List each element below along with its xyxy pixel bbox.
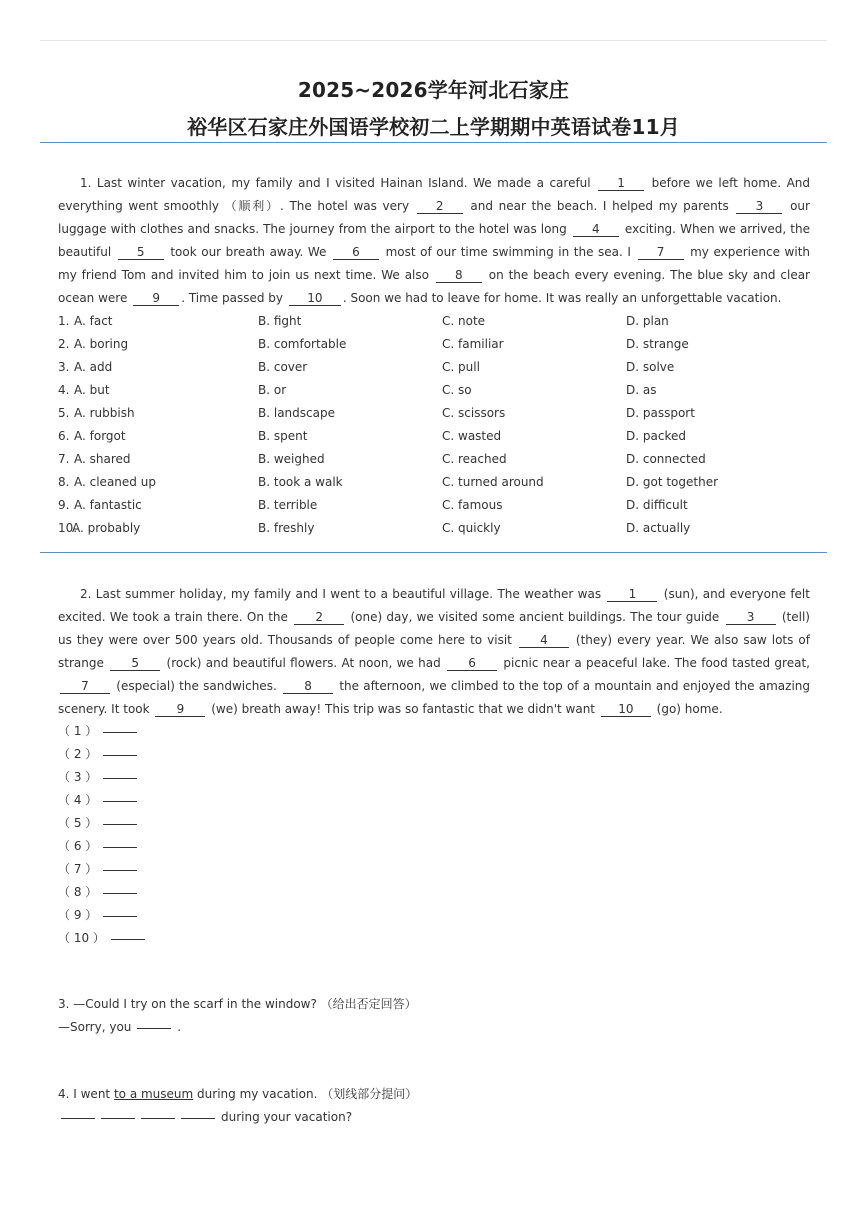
q2-blank-2: 2 bbox=[294, 611, 344, 625]
q2-answer-row bbox=[58, 927, 145, 950]
q2-blank-4: 4 bbox=[519, 634, 569, 648]
answer-blank[interactable] bbox=[103, 778, 137, 779]
section-divider bbox=[40, 552, 827, 553]
q2-answer-row bbox=[58, 904, 137, 927]
q2-answer-row bbox=[58, 835, 137, 858]
answer-number: （ 7 ） bbox=[58, 862, 98, 876]
q2-blank-10: 10 bbox=[601, 703, 651, 717]
option-c[interactable]: C. familiar bbox=[442, 337, 504, 351]
option-c[interactable]: C. wasted bbox=[442, 429, 502, 443]
answer-number: （ 8 ） bbox=[58, 885, 98, 899]
option-d[interactable]: D. packed bbox=[626, 429, 686, 443]
option-b[interactable]: B. spent bbox=[258, 429, 308, 443]
q4-answer-blank-1[interactable] bbox=[61, 1118, 95, 1119]
answer-number: （ 1 ） bbox=[58, 724, 98, 738]
option-c[interactable]: C. famous bbox=[442, 498, 503, 512]
q3-prompt: 3. —Could I try on the scarf in the window? （给出否定回答） bbox=[58, 997, 417, 1011]
q2-blank-5: 5 bbox=[110, 657, 160, 671]
q4-response: during your vacation? bbox=[61, 1106, 352, 1129]
option-c[interactable]: C. reached bbox=[442, 452, 507, 466]
option-c[interactable]: C. note bbox=[442, 314, 486, 328]
answer-number: （ 6 ） bbox=[58, 839, 98, 853]
option-c[interactable]: C. turned around bbox=[442, 475, 544, 489]
q4-underlined-phrase: to a museum bbox=[113, 1087, 194, 1101]
option-b[interactable]: B. comfortable bbox=[258, 337, 347, 351]
option-number: 7. bbox=[58, 452, 70, 466]
q2-answer-row bbox=[58, 812, 137, 835]
option-b[interactable]: B. fight bbox=[258, 314, 302, 328]
answer-blank[interactable] bbox=[103, 847, 137, 848]
q4-answer-blank-3[interactable] bbox=[141, 1118, 175, 1119]
option-d[interactable]: D. connected bbox=[626, 452, 706, 466]
option-a[interactable]: A. fantastic bbox=[74, 498, 142, 512]
option-d[interactable]: D. difficult bbox=[626, 498, 688, 512]
q1-option-row bbox=[58, 310, 818, 333]
q2-answer-row bbox=[58, 858, 137, 881]
option-d[interactable]: D. as bbox=[626, 383, 657, 397]
exam-title-line1: 2025~2026学年河北石家庄 bbox=[297, 78, 570, 102]
q1-option-row bbox=[58, 379, 818, 402]
answer-number: （ 2 ） bbox=[58, 747, 98, 761]
option-number: 6. bbox=[58, 429, 70, 443]
option-number: 8. bbox=[58, 475, 70, 489]
q2-answer-row bbox=[58, 720, 137, 743]
q1-option-row bbox=[58, 471, 818, 494]
q3-answer-blank[interactable] bbox=[137, 1028, 171, 1029]
option-c[interactable]: C. so bbox=[442, 383, 472, 397]
option-b[interactable]: B. weighed bbox=[258, 452, 325, 466]
q2-answer-row bbox=[58, 789, 137, 812]
q4-prompt: 4. I went to a museum during my vacation. （划线部分提问） bbox=[58, 1087, 418, 1101]
q2-blank-7: 7 bbox=[60, 680, 110, 694]
option-c[interactable]: C. scissors bbox=[442, 406, 506, 420]
option-number: 5. bbox=[58, 406, 70, 420]
exam-title-line2: 裕华区石家庄外国语学校初二上学期期中英语试卷11月 bbox=[187, 115, 680, 139]
option-c[interactable]: C. quickly bbox=[442, 521, 501, 535]
option-number: 2. bbox=[58, 337, 70, 351]
q2-answer-row bbox=[58, 766, 137, 789]
option-a[interactable]: A. fact bbox=[74, 314, 113, 328]
option-d[interactable]: D. actually bbox=[626, 521, 691, 535]
option-number: 3. bbox=[58, 360, 70, 374]
q1-blank-3: 3 bbox=[736, 200, 782, 214]
option-b[interactable]: B. cover bbox=[258, 360, 308, 374]
q1-blank-9: 9 bbox=[133, 292, 179, 306]
option-d[interactable]: D. solve bbox=[626, 360, 675, 374]
q1-option-row bbox=[58, 517, 818, 540]
q1-passage: 1. Last winter vacation, my family and I visited Hainan Island. We made a careful 1 before we left home. And everything went smoothly （顺利）. The hotel was very 2 and near the beach. I helped my parents 3 our luggage with clothes and snacks. The journey from the airport to the hotel was long 4 exciting. When we arrived, the beautiful 5 took our breath away. We 6 most of our time swimming in the sea. I 7 my experience with my friend Tom and invited him to join us next time. We also 8 on the beach every evening. The blue sky and clear ocean were 9 . Time passed by 10 . Soon we had to leave for home. It was really an unforgettable vacation. bbox=[58, 176, 811, 305]
q2-answer-row bbox=[58, 743, 137, 766]
option-number: 4. bbox=[58, 383, 70, 397]
q1-blank-6: 6 bbox=[333, 246, 379, 260]
answer-blank[interactable] bbox=[103, 916, 137, 917]
top-rule bbox=[40, 40, 827, 41]
option-d[interactable]: D. plan bbox=[626, 314, 669, 328]
option-a[interactable]: A. but bbox=[74, 383, 110, 397]
q2-passage: 2. Last summer holiday, my family and I went to a beautiful village. The weather was 1 (sun), and everyone felt excited. We took a train there. On the 2 (one) day, we visited some ancient buildings. The tour guide 3 (tell) us they were over 500 years old. Thousands of people come here to visit 4 (they) every year. We also saw lots of strange 5 (rock) and beautiful flowers. At noon, we had 6 picnic near a peaceful lake. The food tasted great, 7 (especial) the sandwiches. 8 the afternoon, we climbed to the top of a mountain and enjoyed the amazing scenery. It took 9 (we) breath away! This trip was so fantastic that we didn't want 10 (go) home. bbox=[58, 587, 810, 716]
answer-blank[interactable] bbox=[103, 893, 137, 894]
option-b[interactable]: B. took a walk bbox=[258, 475, 343, 489]
q2-answer-row bbox=[58, 881, 137, 904]
q1-option-row bbox=[58, 494, 818, 517]
answer-blank[interactable] bbox=[103, 755, 137, 756]
option-b[interactable]: B. terrible bbox=[258, 498, 318, 512]
q1-blank-1: 1 bbox=[598, 177, 644, 191]
q4-answer-blank-2[interactable] bbox=[101, 1118, 135, 1119]
q2-blank-9: 9 bbox=[155, 703, 205, 717]
option-a[interactable]: A. boring bbox=[74, 337, 129, 351]
option-number: 10. bbox=[58, 521, 78, 535]
option-c[interactable]: C. pull bbox=[442, 360, 480, 374]
option-a[interactable]: A. cleaned up bbox=[74, 475, 156, 489]
answer-blank[interactable] bbox=[103, 824, 137, 825]
q1-option-row bbox=[58, 333, 818, 356]
answer-blank[interactable] bbox=[103, 801, 137, 802]
option-b[interactable]: B. landscape bbox=[258, 406, 335, 420]
q1-option-row bbox=[58, 356, 818, 379]
option-a[interactable]: A. rubbish bbox=[74, 406, 135, 420]
option-a[interactable]: A. probably bbox=[72, 521, 141, 535]
option-d[interactable]: D. got together bbox=[626, 475, 719, 489]
q2-blank-8: 8 bbox=[283, 680, 333, 694]
q1-blank-10: 10 bbox=[289, 292, 341, 306]
answer-number: （ 9 ） bbox=[58, 908, 98, 922]
option-d[interactable]: D. strange bbox=[626, 337, 689, 351]
q1-blank-2: 2 bbox=[417, 200, 463, 214]
option-b[interactable]: B. or bbox=[258, 383, 287, 397]
answer-blank[interactable] bbox=[103, 870, 137, 871]
answer-number: （ 3 ） bbox=[58, 770, 98, 784]
q4-answer-blank-4[interactable] bbox=[181, 1118, 215, 1119]
option-a[interactable]: A. forgot bbox=[74, 429, 126, 443]
q1-blank-8: 8 bbox=[436, 269, 482, 283]
q1-blank-5: 5 bbox=[118, 246, 164, 260]
option-a[interactable]: A. shared bbox=[74, 452, 131, 466]
answer-number: （ 10 ） bbox=[58, 931, 105, 945]
option-b[interactable]: B. freshly bbox=[258, 521, 315, 535]
q2-blank-3: 3 bbox=[726, 611, 776, 625]
q1-blank-4: 4 bbox=[573, 223, 619, 237]
answer-blank[interactable] bbox=[111, 939, 145, 940]
q2-blank-1: 1 bbox=[607, 588, 657, 602]
q1-option-row bbox=[58, 402, 818, 425]
q1-option-row bbox=[58, 448, 818, 471]
answer-number: （ 4 ） bbox=[58, 793, 98, 807]
option-d[interactable]: D. passport bbox=[626, 406, 695, 420]
option-a[interactable]: A. add bbox=[74, 360, 113, 374]
q1-blank-7: 7 bbox=[638, 246, 684, 260]
answer-number: （ 5 ） bbox=[58, 816, 98, 830]
title-divider bbox=[40, 142, 827, 143]
answer-blank[interactable] bbox=[103, 732, 137, 733]
option-number: 1. bbox=[58, 314, 70, 328]
q2-blank-6: 6 bbox=[447, 657, 497, 671]
q1-option-row bbox=[58, 425, 818, 448]
option-number: 9. bbox=[58, 498, 70, 512]
q3-response: —Sorry, you . bbox=[58, 1020, 182, 1034]
